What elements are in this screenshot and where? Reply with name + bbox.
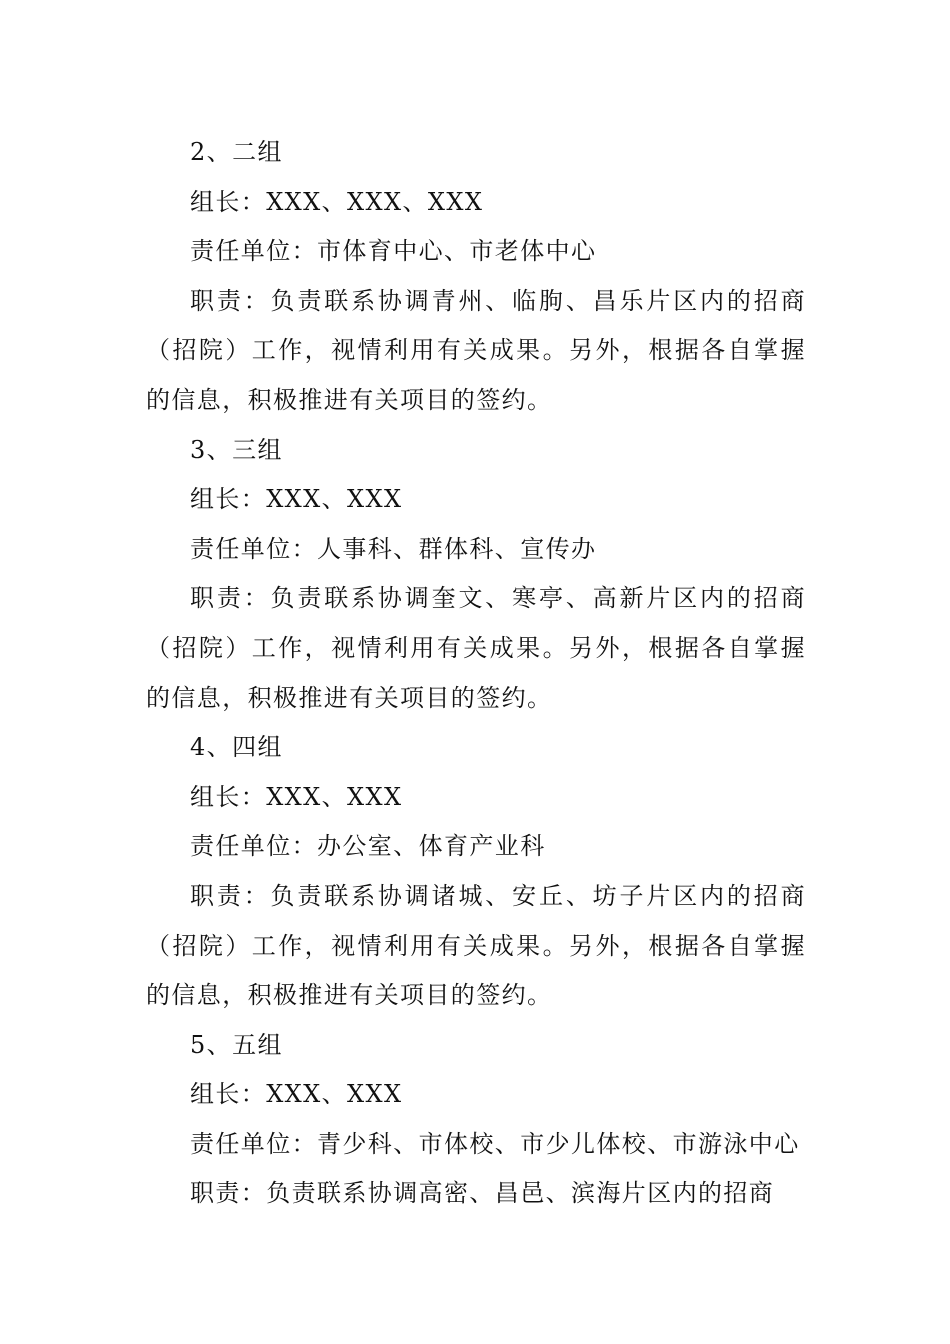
group-heading: 5、五组 (190, 1030, 283, 1059)
group-leader: 组长：XXX、XXX (190, 485, 403, 514)
duties-paragraph: 职责：负责联系协调青州、临朐、昌乐片区内的招商（招院）工作，视情利用有关成果。另外，根据各自掌握的信息，积极推进有关项目的签约。 (146, 286, 806, 414)
group-heading: 4、四组 (190, 733, 283, 762)
duties-paragraph: 职责：负责联系协调奎文、寒亭、高新片区内的招商（招院）工作，视情利用有关成果。另外，根据各自掌握的信息，积极推进有关项目的签约。 (146, 584, 806, 712)
document-body (146, 128, 806, 1219)
group-leader: 组长：XXX、XXX (190, 782, 403, 811)
responsible-units: 责任单位：市体育中心、市老体中心 (190, 237, 597, 266)
group-heading: 2、二组 (190, 138, 283, 166)
duties-paragraph: 职责：负责联系协调诸城、安丘、坊子片区内的招商（招院）工作，视情利用有关成果。另外，根据各自掌握的信息，积极推进有关项目的签约。 (146, 881, 806, 1010)
group-section-2 (146, 128, 806, 426)
group-section-5 (146, 1021, 806, 1219)
responsible-units: 责任单位：人事科、群体科、宣传办 (190, 534, 597, 563)
group-section-3 (146, 426, 806, 724)
group-leader: 组长：XXX、XXX (190, 1080, 403, 1109)
group-section-4 (146, 723, 806, 1021)
responsible-units: 责任单位：青少科、市体校、市少儿体校、市游泳中心 (190, 1129, 800, 1158)
duties-paragraph: 职责：负责联系协调高密、昌邑、滨海片区内的招商 (190, 1179, 775, 1208)
group-leader: 组长：XXX、XXX、XXX (190, 187, 484, 216)
responsible-units: 责任单位：办公室、体育产业科 (190, 832, 546, 861)
group-heading: 3、三组 (190, 435, 283, 464)
